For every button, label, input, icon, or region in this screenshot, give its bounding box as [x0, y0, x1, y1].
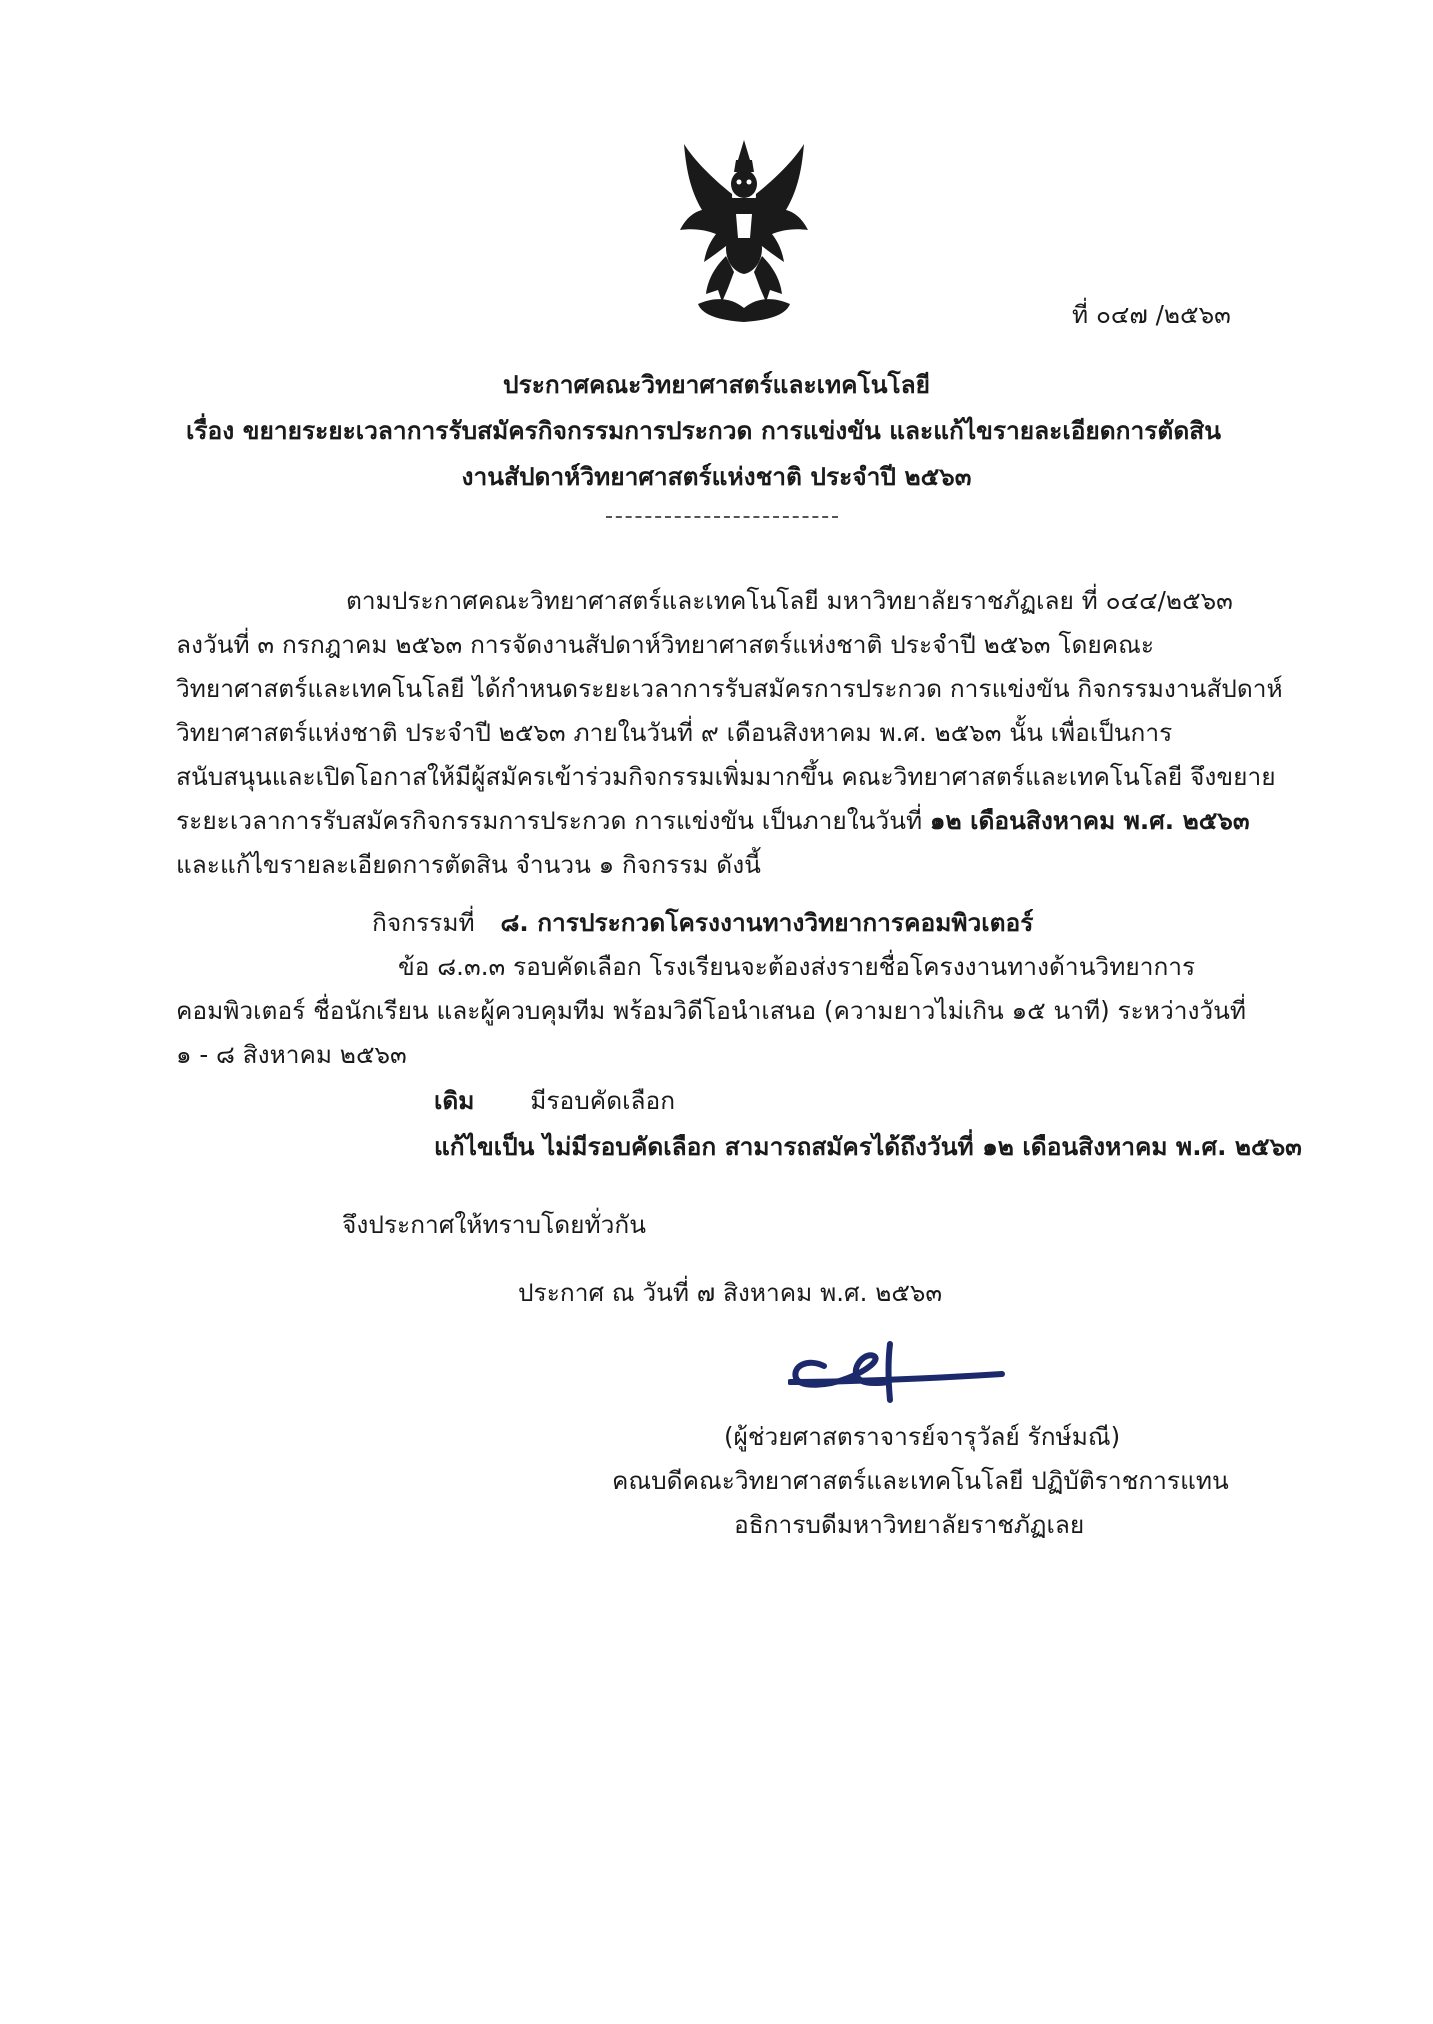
original-value: มีรอบคัดเลือก [530, 1086, 676, 1115]
clause-line-2: คอมพิวเตอร์ ชื่อนักเรียน และผู้ควบคุมทีม พร้อมวิดีโอนำเสนอ (ความยาวไม่เกิน ๑๕ นาที) ระหว่างวันที่ [176, 996, 1247, 1025]
announcement-date: ประกาศ ณ วันที่ ๗ สิงหาคม พ.ศ. ๒๕๖๓ [518, 1278, 943, 1307]
closing-statement: จึงประกาศให้ทราบโดยทั่วกัน [342, 1210, 646, 1239]
body-line-3: วิทยาศาสตร์และเทคโนโลยี ได้กำหนดระยะเวลาการรับสมัครการประกวด การแข่งขัน กิจกรรมงานสัปดาห์ [176, 674, 1283, 703]
body-line-6-text: ระยะเวลาการรับสมัครกิจกรรมการประกวด การแข่งขัน เป็นภายในวันที่ [176, 806, 930, 835]
signer-position: คณบดีคณะวิทยาศาสตร์และเทคโนโลยี ปฏิบัติราชการแทน [612, 1466, 1229, 1495]
clause-line-3: ๑ - ๘ สิงหาคม ๒๕๖๓ [176, 1040, 407, 1069]
extended-deadline: ๑๒ เดือนสิงหาคม พ.ศ. ๒๕๖๓ [929, 806, 1250, 835]
signature-icon [788, 1338, 1008, 1404]
activity-title: ๘. การประกวดโครงงานทางวิทยาการคอมพิวเตอร์ [500, 908, 1034, 937]
announcement-event: งานสัปดาห์วิทยาศาสตร์แห่งชาติ ประจำปี ๒๕๖๓ [461, 462, 972, 491]
original-label: เดิม [434, 1086, 475, 1115]
body-line-6 [176, 804, 1250, 838]
original-rule [434, 1084, 675, 1118]
document-number: ที่ ๐๔๗ /๒๕๖๓ [1072, 300, 1231, 329]
garuda-emblem-icon [676, 138, 812, 324]
clause-line-1: ข้อ ๘.๓.๓ รอบคัดเลือก โรงเรียนจะต้องส่งรายชื่อโครงงานทางด้านวิทยาการ [398, 952, 1196, 981]
activity-label: กิจกรรมที่ [372, 908, 475, 937]
signer-name: (ผู้ช่วยศาสตราจารย์จารุวัลย์ รักษ์มณี) [724, 1422, 1121, 1451]
revised-rule: แก้ไขเป็น ไม่มีรอบคัดเลือก สามารถสมัครได้ถึงวันที่ ๑๒ เดือนสิงหาคม พ.ศ. ๒๕๖๓ [434, 1132, 1302, 1161]
signer-position-2: อธิการบดีมหาวิทยาลัยราชภัฏเลย [734, 1510, 1085, 1539]
body-line-7: และแก้ไขรายละเอียดการตัดสิน จำนวน ๑ กิจกรรม ดังนี้ [176, 850, 761, 879]
announcement-subject: เรื่อง ขยายระยะเวลาการรับสมัครกิจกรรมการประกวด การแข่งขัน และแก้ไขรายละเอียดการตัดสิน [186, 416, 1221, 445]
title-divider [606, 516, 838, 518]
activity-heading [372, 906, 1033, 940]
body-line-4: วิทยาศาสตร์แห่งชาติ ประจำปี ๒๕๖๓ ภายในวันที่ ๙ เดือนสิงหาคม พ.ศ. ๒๕๖๓ นั้น เพื่อเป็นการ [176, 718, 1173, 747]
announcement-title: ประกาศคณะวิทยาศาสตร์และเทคโนโลยี [503, 370, 930, 399]
body-line-5: สนับสนุนและเปิดโอกาสให้มีผู้สมัครเข้าร่วมกิจกรรมเพิ่มมากขึ้น คณะวิทยาศาสตร์และเทคโนโลยี จึงขยาย [176, 762, 1276, 791]
body-line-2: ลงวันที่ ๓ กรกฎาคม ๒๕๖๓ การจัดงานสัปดาห์วิทยาศาสตร์แห่งชาติ ประจำปี ๒๕๖๓ โดยคณะ [176, 630, 1155, 659]
body-line-1: ตามประกาศคณะวิทยาศาสตร์และเทคโนโลยี มหาวิทยาลัยราชภัฏเลย ที่ ๐๔๔/๒๕๖๓ [346, 586, 1233, 615]
